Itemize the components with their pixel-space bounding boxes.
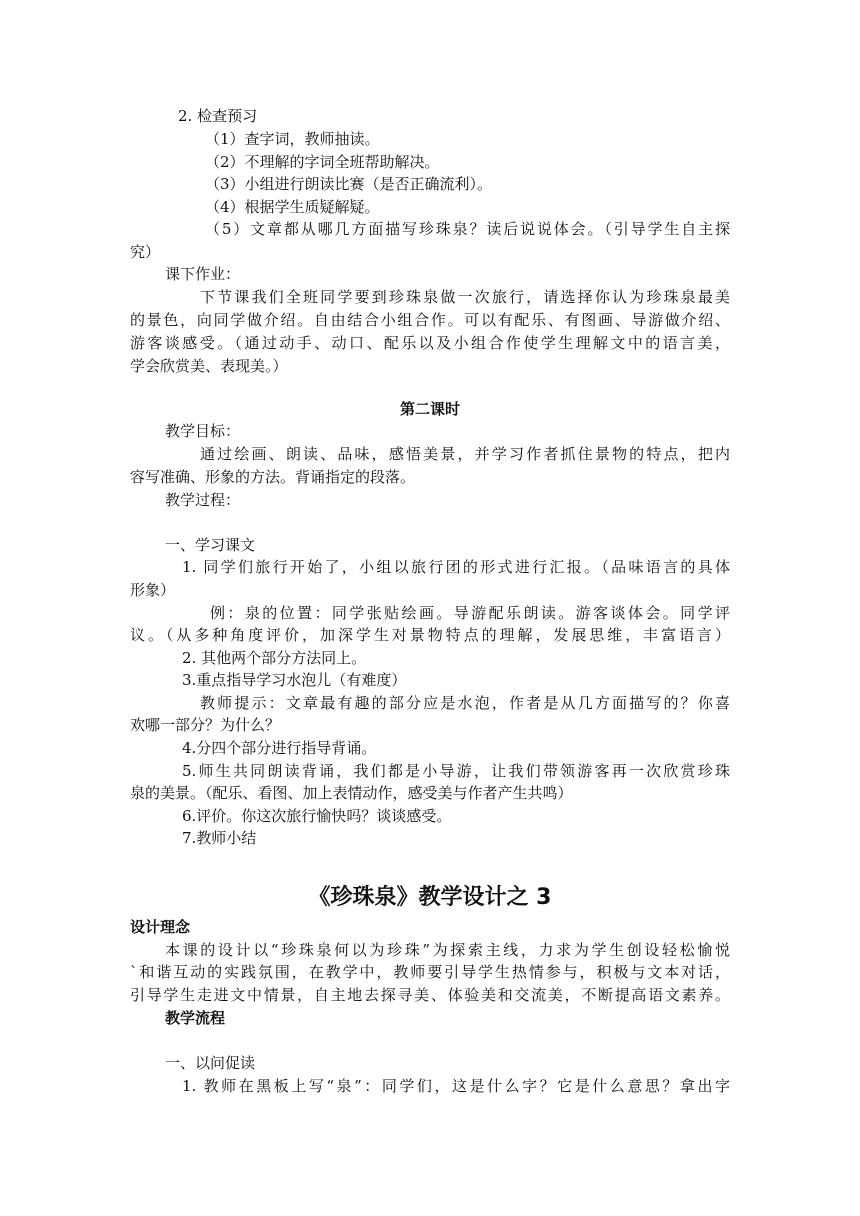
text-line: （5）文章都从哪几方面描写珍珠泉？读后说说体会。（引导学生自主探	[205, 220, 730, 238]
text-line: 本课的设计以“珍珠泉何以为珍珠”为探索主线，力求为学生创设轻松愉悦	[165, 941, 730, 959]
text-line: 议。（从多种角度评价，加深学生对景物特点的理解，发展思维，丰富语言）	[130, 626, 730, 644]
text-line: 例：泉的位置：同学张贴绘画。导游配乐朗读。游客谈体会。同学评	[210, 604, 730, 622]
text-line: 教学目标：	[165, 422, 241, 440]
section-heading: 第二课时	[399, 400, 460, 418]
text-line: 欢哪一部分？为什么？	[130, 716, 281, 734]
text-line: 5.师生共同朗读背诵，我们都是小导游，让我们带领游客再一次欣赏珍珠	[182, 762, 730, 780]
text-line: 学会欣赏美、表现美。）	[130, 357, 288, 375]
text-line: 2. 检查预习	[178, 107, 258, 125]
text-line: （3）小组进行朗读比赛（是否正确流利）。	[205, 175, 493, 193]
text-line: 究）	[130, 243, 161, 261]
text-line: （1）查字词，教师抽读。	[205, 130, 380, 148]
text-line: 课下作业：	[165, 265, 241, 283]
text-line: 引导学生走进文中情景，自主地去探寻美、体验美和交流美，不断提高语文素养。	[130, 986, 730, 1004]
text-line: 2. 其他两个部分方法同上。	[182, 649, 367, 667]
text-line: 形象）	[130, 581, 176, 599]
text-line: （4）根据学生质疑解疑。	[205, 198, 380, 216]
text-line: 容写准确、形象的方法。背诵指定的段落。	[130, 468, 416, 486]
text-line: 4.分四个部分进行指导背诵。	[182, 739, 377, 757]
text-line: 7.教师小结	[182, 829, 257, 847]
document-title: 《珍珠泉》教学设计之 3	[308, 885, 552, 910]
text-line: 一、学习课文	[165, 536, 256, 554]
text-line: 下节课我们全班同学要到珍珠泉做一次旅行，请选择你认为珍珠泉最美	[200, 288, 730, 306]
subheading: 设计理念	[130, 918, 191, 936]
text-line: 泉的美景。（配乐、看图、加上表情动作，感受美与作者产生共鸣）	[130, 784, 573, 802]
text-line: 3.重点指导学习水泡儿（有难度）	[182, 671, 407, 689]
text-line: 的景色，向同学做介绍。自由结合小组合作。可以有配乐、有图画、导游做介绍、	[130, 311, 730, 329]
text-line: 一、以问促读	[165, 1054, 256, 1072]
text-line: 通过绘画、朗读、品味，感悟美景，并学习作者抓住景物的特点，把内	[200, 445, 730, 463]
text-line: `和谐互动的实践氛围，在教学中，教师要引导学生热情参与，积极与文本对话，	[130, 963, 730, 981]
subheading: 教学流程	[165, 1009, 226, 1027]
text-line: 教学过程：	[165, 491, 241, 509]
text-line: 6.评价。你这次旅行愉快吗？谈谈感受。	[182, 807, 452, 825]
text-line: 游客谈感受。（通过动手、动口、配乐以及小组合作使学生理解文中的语言美，	[130, 334, 730, 352]
text-line: 教师提示：文章最有趣的部分应是水泡，作者是从几方面描写的？你喜	[200, 694, 730, 712]
text-line: （2）不理解的字词全班帮助解决。	[205, 153, 440, 171]
text-line: 1. 同学们旅行开始了，小组以旅行团的形式进行汇报。（品味语言的具体	[182, 558, 730, 576]
text-line: 1. 教师在黑板上写“泉”：同学们，这是什么字？它是什么意思？拿出字	[182, 1077, 730, 1095]
